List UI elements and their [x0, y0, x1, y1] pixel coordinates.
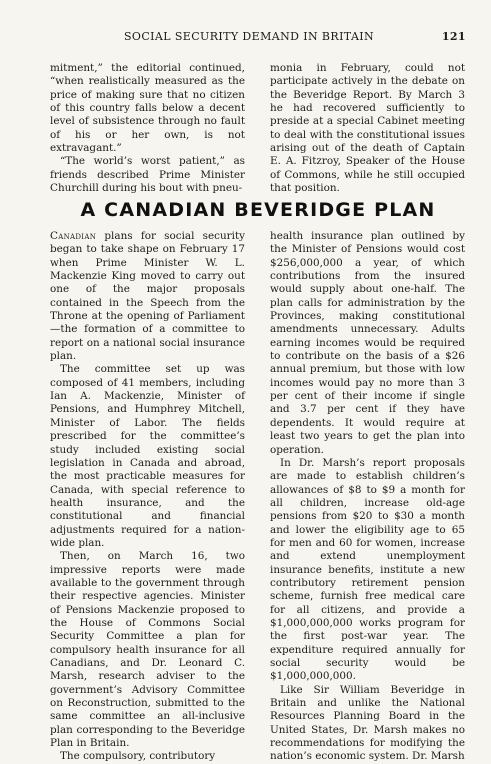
paragraph-text: plans for social security began to take shape on February 17 when Prime Minister W. L. Mackenzie King moved to carry out one of the major proposals contained in the Speech from the Throne at the opening of Parliament—the formation of a committee to report on a national social insurance plan.	[50, 230, 245, 363]
paragraph	[50, 230, 245, 363]
paragraph: Then, on March 16, two impressive reports were made available to the government through their respective agencies. Minister of Pensions Mackenzie proposed to the House of Commons Social Security Committee a plan for compulsory health insurance for all Canadians, and Dr. Leonard C. Marsh, research adviser to the government’s Advisory Committee on Reconstruction, submitted to the same committee an all-inclusive plan corresponding to the Beveridge Plan in Britain.	[50, 550, 245, 750]
paragraph: In Dr. Marsh’s report proposals are made to establish children’s allowances of $8 to $9 a month for all children, increase old-age pensions from $20 to $30 a month and lower the eligibility age to 65 for men and 60 for women, increase and extend unemployment insurance benefits, institute a new contributory retirement pension scheme, furnish free medical care for all citizens, and provide a $1,000,000,000 works program for the first post-war year. The expenditure required annually for social security would be $1,000,000,000.	[270, 456, 465, 683]
paragraph: The committee set up was composed of 41 members, including Ian A. Mackenzie, Minister of Pensions, and Humphrey Mitchell, Minister of Labor. The fields prescribed for the committee’s study included existing social legislation in Canada and abroad, the most practicable measures for Canada, with special reference to health insurance, and the constitutional and financial adjustments required for a nation-wide plan.	[50, 363, 245, 549]
running-title: SOCIAL SECURITY DEMAND IN BRITAIN	[124, 30, 375, 43]
paragraph: health insurance plan outlined by the Minister of Pensions would cost $256,000,000 a year, of which contributions from the insured would supply about one-half. The plan calls for administration by the Provinces, making constitutional amendments unnecessary. Adults earning incomes would be required to contribute on the basis of a $26 annual premium, but those with low incomes would pay no more than 3 per cent of their income if single and 3.7 per cent if they have dependents. It would require at least two years to get the plan into operation.	[270, 230, 465, 456]
paragraph: mitment,” the editorial continued, “when realistically measured as the price of making sure that no citizen of this country falls below a decent level of subsistence through no fault of his or her own, is not extravagant.”	[50, 62, 245, 155]
lead-word: Canadian	[50, 230, 97, 242]
top-right-column	[270, 62, 465, 195]
paragraph: Like Sir William Beveridge in Britain and unlike the National Resources Planning Board in the United States, Dr. Marsh makes no recommendations for modifying the nation’s economic system. Dr. Marsh	[270, 683, 465, 763]
paragraph: “The world’s worst patient,” as friends described Prime Minister Churchill during his bout with pneu-	[50, 155, 245, 195]
article-left-column	[50, 230, 245, 764]
top-left-column	[50, 62, 245, 195]
article-headline: A CANADIAN BEVERIDGE PLAN	[80, 199, 436, 221]
paragraph: The compulsory, contributory	[60, 750, 216, 763]
article-right-column	[270, 230, 465, 764]
paragraph: monia in February, could not participate actively in the debate on the Beveridge Report. By March 3 he had recovered sufficiently to preside at a special Cabinet meeting to deal with the constitutional issues arising out of the death of Captain E. A. Fitzroy, Speaker of the House of Commons, while he still occupied that position.	[270, 62, 465, 195]
page-number: 121	[441, 30, 466, 43]
